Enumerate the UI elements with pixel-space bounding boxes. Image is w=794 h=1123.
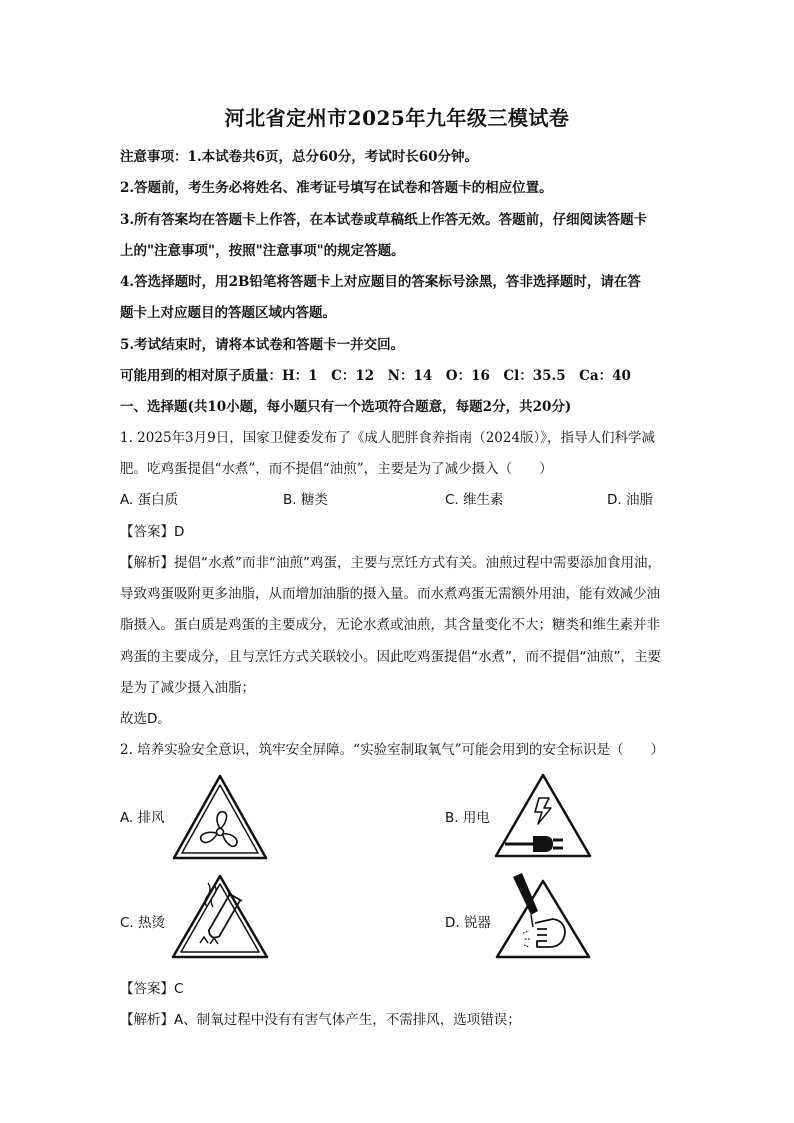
q2-option-a-label: A. 排风 <box>120 810 165 826</box>
electric-plug-warning-icon <box>493 772 593 860</box>
notes-line-7: 5.考试结束时，请将本试卷和答题卡一并交回。 <box>120 337 405 353</box>
q1-option-a: A. 蛋白质 <box>120 492 179 508</box>
q1-analysis-line-4: 鸡蛋的主要成分，且与烹饪方式关联较小。因此吃鸡蛋提倡“水煮”，而不提倡“油煎”，主要 <box>120 649 661 665</box>
q1-answer: 【答案】D <box>120 524 185 540</box>
notes-line-3: 3.所有答案均在答题卡上作答，在本试卷或草稿纸上作答无效。答题前，仔细阅读答题卡 <box>120 212 648 228</box>
q1-analysis-line-5: 是为了减少摄入油脂； <box>120 680 255 696</box>
fan-warning-icon <box>170 772 270 862</box>
atomic-masses: 可能用到的相对原子质量：H：1 C：12 N：14 O：16 Cl：35.5 Ca：40 <box>120 368 631 384</box>
q1-stem-line-2: 肥。吃鸡蛋提倡“水煮”，而不提倡“油煎”，主要是为了减少摄入（ ） <box>120 461 553 477</box>
notes-line-5: 4.答选择题时，用2B铅笔将答题卡上对应题目的答案标号涂黑，答非选择题时，请在答 <box>120 274 641 290</box>
q2-option-b-label: B. 用电 <box>445 810 490 826</box>
q1-analysis-line-2: 导致鸡蛋吸附更多油脂，从而增加油脂的摄入量。而水煮鸡蛋无需额外用油，能有效减少油 <box>120 586 660 602</box>
q2-option-c-label: C. 热烫 <box>120 915 166 931</box>
hot-test-tube-warning-icon <box>170 873 270 961</box>
q1-analysis-line-1: 【解析】提倡“水煮”而非“油煎”鸡蛋，主要与烹饪方式有关。油煎过程中需要添加食用油， <box>120 555 661 571</box>
sharp-object-warning-icon <box>493 873 593 961</box>
q2-option-d-label: D. 锐器 <box>445 915 491 931</box>
q1-option-b: B. 糖类 <box>283 492 328 508</box>
notes-line-4: 上的"注意事项"，按照"注意事项"的规定答题。 <box>120 243 405 259</box>
section-heading: 一、选择题(共10小题，每小题只有一个选项符合题意，每题2分，共20分) <box>120 399 572 415</box>
exam-title: 河北省定州市2025年九年级三模试卷 <box>224 106 570 130</box>
q1-analysis-line-6: 故选D。 <box>120 711 171 727</box>
notes-line-2: 2.答题前，考生务必将姓名、准考证号填写在试卷和答题卡的相应位置。 <box>120 180 553 196</box>
q2-answer: 【答案】C <box>120 981 184 997</box>
q1-option-c: C. 维生素 <box>445 492 504 508</box>
q2-stem: 2. 培养实验安全意识，筑牢安全屏障。“实验室制取氧气”可能会用到的安全标识是（ ） <box>120 742 664 758</box>
q1-stem-line-1: 1. 2025年3月9日，国家卫健委发布了《成人肥胖食养指南（2024版）》，指导人们科学减 <box>120 430 656 446</box>
q1-analysis-line-3: 脂摄入。蛋白质是鸡蛋的主要成分，无论水煮或油煎，其含量变化不大；糖类和维生素并非 <box>120 617 660 633</box>
q1-option-d: D. 油脂 <box>607 492 653 508</box>
notes-line-1: 注意事项：1.本试卷共6页，总分60分，考试时长60分钟。 <box>120 149 479 165</box>
q2-analysis-line-1: 【解析】A、制氧过程中没有有害气体产生，不需排风，选项错误； <box>120 1012 521 1028</box>
notes-line-6: 题卡上对应题目的答题区域内答题。 <box>120 305 336 321</box>
